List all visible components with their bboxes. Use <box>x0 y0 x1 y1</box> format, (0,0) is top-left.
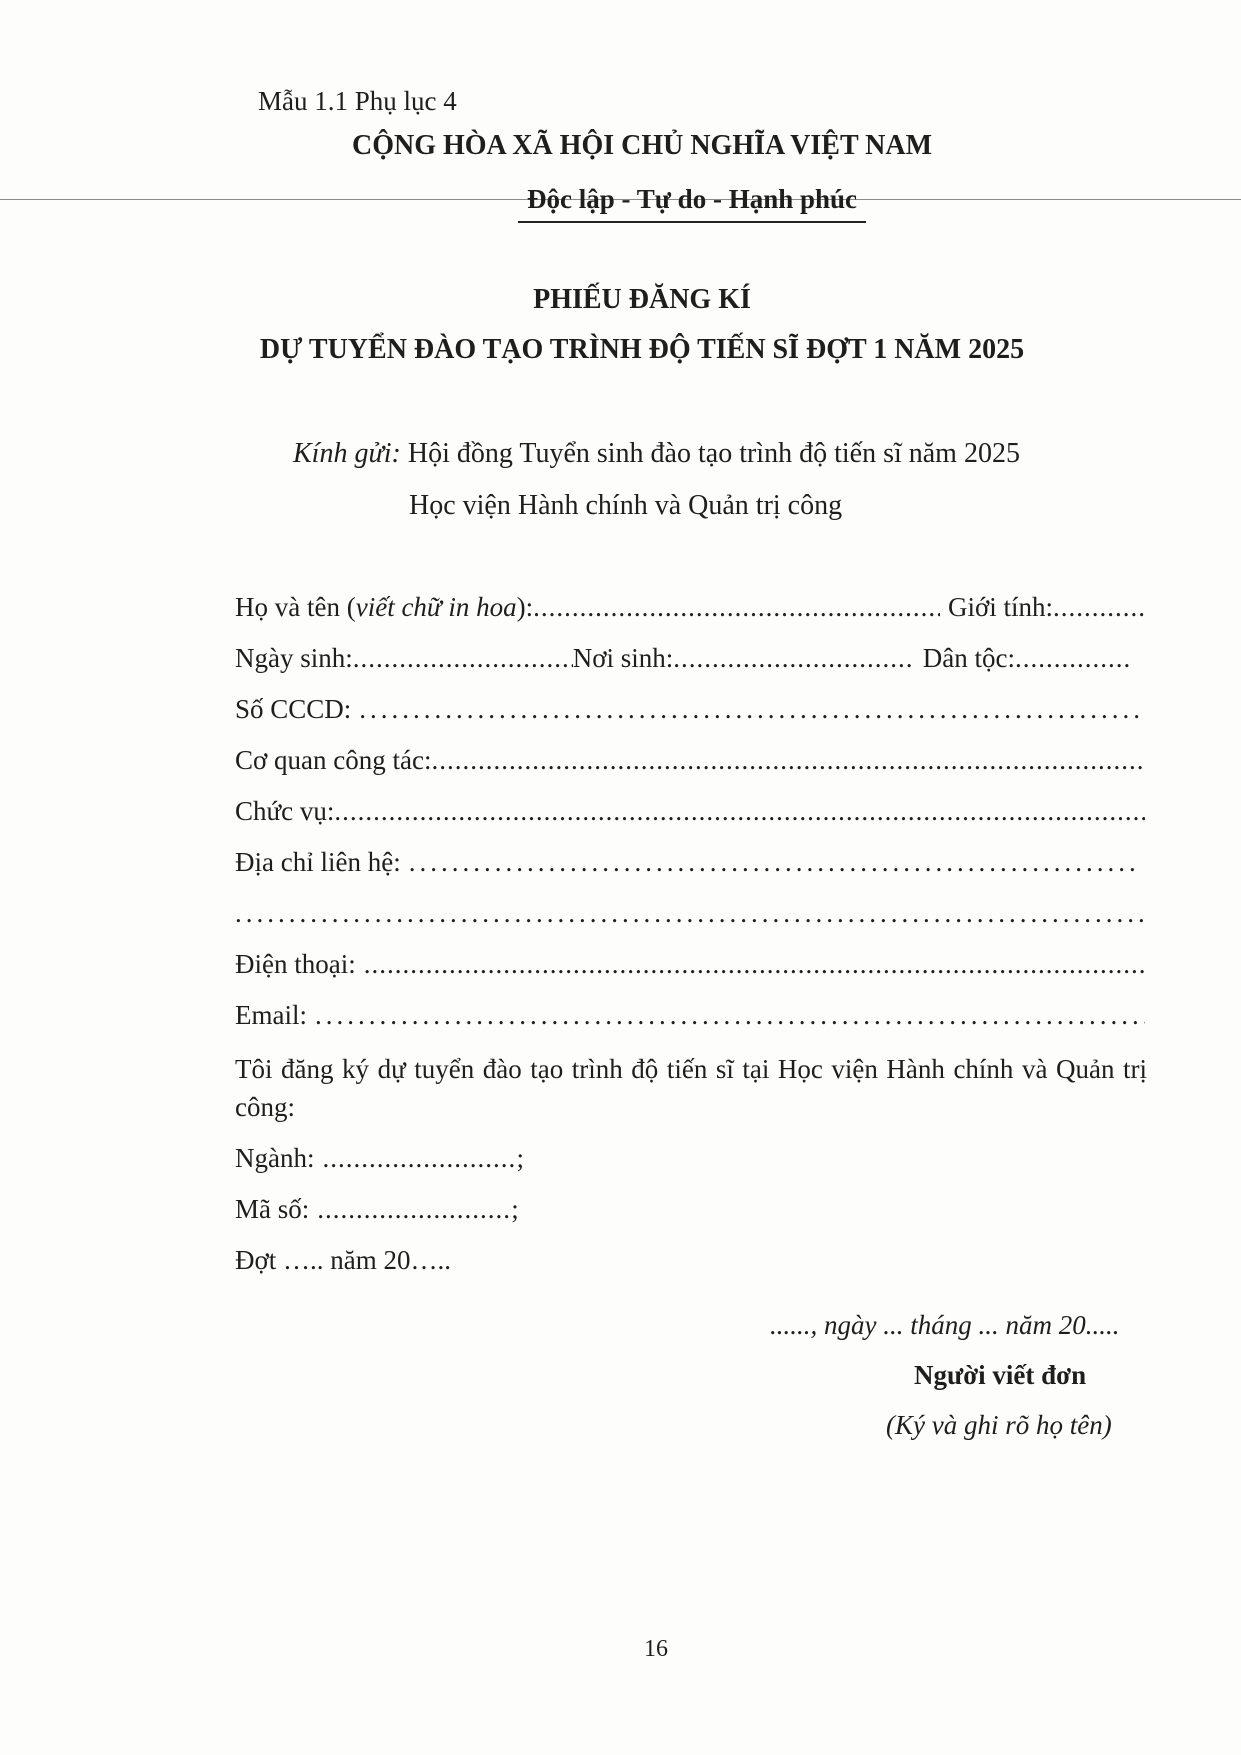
recipient-line-2: Học viện Hành chính và Quản trị công <box>409 490 843 521</box>
email-label: Email: <box>235 1000 307 1030</box>
gender-field[interactable] <box>1053 592 1145 623</box>
ethnicity-label: Dân tộc: <box>922 643 1015 673</box>
address-field-continued[interactable] <box>235 898 1145 929</box>
birthplace-label: Nơi sinh: <box>572 643 674 673</box>
motto-underline <box>518 221 866 223</box>
address-row <box>235 847 1141 878</box>
signature-note: (Ký và ghi rõ họ tên) <box>886 1410 1112 1440</box>
full-name-label: Họ và tên (viết chữ in hoa): <box>235 592 534 622</box>
id-label: Số CCCD: <box>235 694 352 724</box>
id-row <box>235 694 1145 725</box>
address-continuation-row <box>235 898 1145 929</box>
email-row <box>235 1000 1145 1031</box>
page-number: 16 <box>644 1636 668 1662</box>
dob-label: Ngày sinh: <box>235 643 353 673</box>
phone-row <box>235 949 1145 980</box>
workplace-field[interactable] <box>431 745 1145 776</box>
code-label: Mã số: <box>235 1194 310 1224</box>
recipient-prefix: Kính gửi: <box>293 438 401 469</box>
major-field[interactable] <box>322 1143 516 1174</box>
major-row: Ngành: ..... ; <box>235 1143 524 1174</box>
term-line: Đợt ….. năm 20….. <box>235 1245 452 1275</box>
signer-title: Người viết đơn <box>914 1360 1087 1390</box>
full-name-row <box>235 592 1145 623</box>
birth-row <box>235 643 1129 674</box>
recipient-line-1 <box>293 438 1020 470</box>
date-line: ......, ngày ... tháng ... năm 20..... <box>770 1310 1120 1340</box>
code-field[interactable] <box>317 1194 511 1225</box>
position-label: Chức vụ: <box>235 796 335 826</box>
address-field[interactable] <box>409 847 1141 878</box>
major-label: Ngành: <box>235 1143 315 1173</box>
full-name-field[interactable] <box>533 592 940 623</box>
workplace-row <box>235 745 1145 776</box>
position-field[interactable] <box>334 796 1145 827</box>
address-label: Địa chỉ liên hệ: <box>235 847 401 877</box>
id-field[interactable] <box>359 694 1145 725</box>
position-row <box>235 796 1145 827</box>
code-row: Mã số: ..... ; <box>235 1194 519 1225</box>
form-subtitle: DỰ TUYỂN ĐÀO TẠO TRÌNH ĐỘ TIẾN SĨ ĐỢT 1 NĂM 2025 <box>259 334 1025 365</box>
registration-statement: Tôi đăng ký dự tuyển đào tạo trình độ tiến sĩ tại Học viện Hành chính và Quản trị công: <box>235 1054 1147 1122</box>
phone-field[interactable] <box>364 949 1145 980</box>
full-name-hint: viết chữ in hoa <box>355 592 517 622</box>
country-name: CỘNG HÒA XÃ HỘI CHỦ NGHĨA VIỆT NAM <box>351 130 933 161</box>
national-motto: Độc lập - Tự do - Hạnh phúc <box>526 184 858 214</box>
email-field[interactable] <box>315 1000 1145 1031</box>
birthplace-field[interactable] <box>673 643 914 674</box>
workplace-label: Cơ quan công tác: <box>235 745 432 775</box>
form-title: PHIẾU ĐĂNG KÍ <box>533 284 751 315</box>
phone-label: Điện thoại: <box>235 949 356 979</box>
recipient-council: Hội đồng Tuyển sinh đào tạo trình độ tiến sĩ năm 2025 <box>407 438 1020 469</box>
gender-label: Giới tính: <box>947 592 1053 622</box>
dob-field[interactable] <box>353 643 573 674</box>
form-code: Mẫu 1.1 Phụ lục 4 <box>258 86 457 116</box>
ethnicity-field[interactable] <box>1015 643 1129 674</box>
